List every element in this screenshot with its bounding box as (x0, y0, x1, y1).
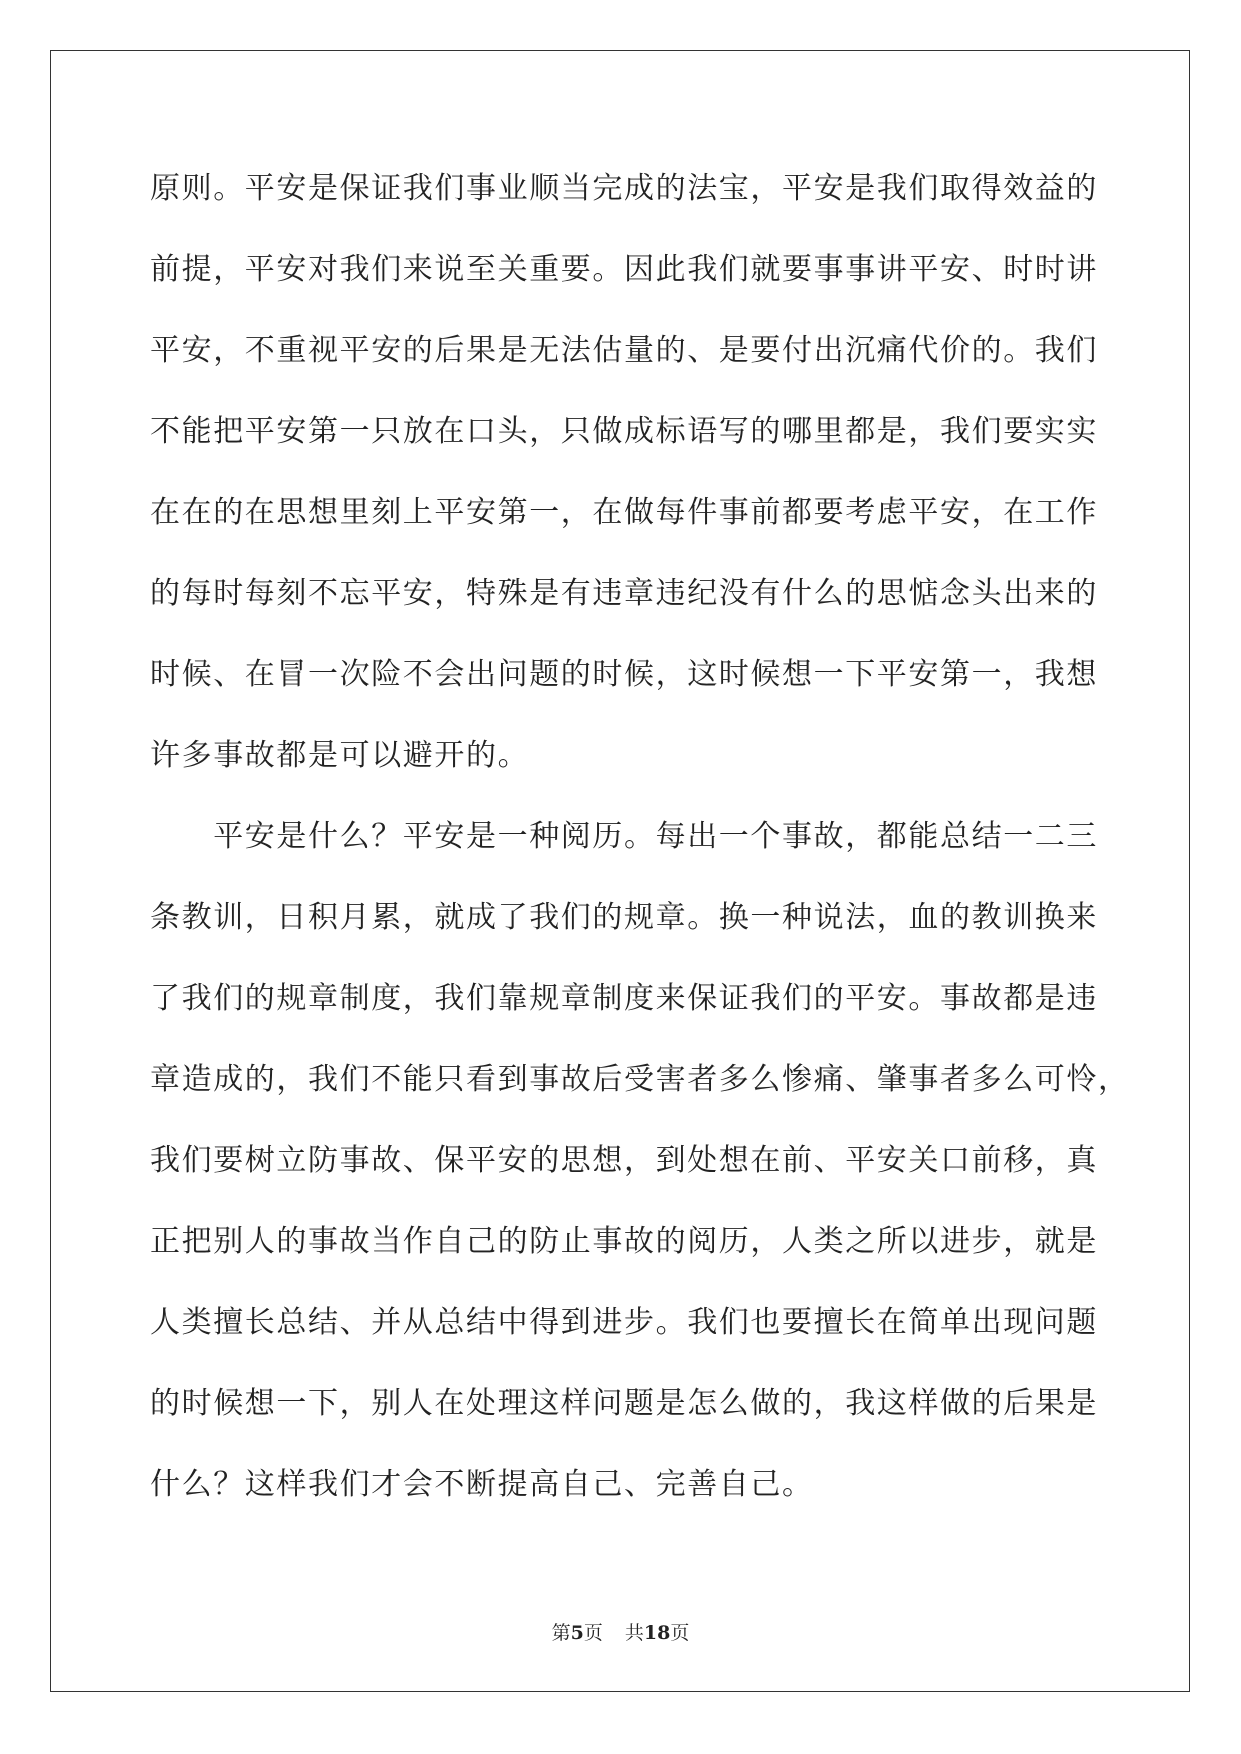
text-line: 平安是什么？平安是一种阅历。每出一个事故，都能总结一二三 (150, 819, 1098, 854)
footer-prefix: 第 (551, 1622, 571, 1644)
page-footer (0, 1618, 1241, 1645)
text-line: 什么？这样我们才会不断提高自己、完善自己。 (150, 1467, 814, 1502)
total-page-count: 18 (643, 1622, 671, 1644)
text-line: 人类擅长总结、并从总结中得到进步。我们也要擅长在简单出现问题 (150, 1305, 1098, 1340)
text-line: 前提，平安对我们来说至关重要。因此我们就要事事讲平安、时时讲 (150, 252, 1098, 287)
footer-page-suffix: 页 (583, 1622, 603, 1644)
paragraph-1 (150, 148, 1100, 796)
document-body (150, 148, 1130, 1525)
text-line: 章造成的，我们不能只看到事故后受害者多么惨痛、肇事者多么可怜， (150, 1062, 1130, 1097)
text-line: 正把别人的事故当作自己的防止事故的阅历，人类之所以进步，就是 (150, 1224, 1098, 1259)
footer-total-suffix: 页 (670, 1622, 690, 1644)
text-line: 平安，不重视平安的后果是无法估量的、是要付出沉痛代价的。我们 (150, 333, 1098, 368)
text-line: 原则。平安是保证我们事业顺当完成的法宝，平安是我们取得效益的 (150, 171, 1098, 206)
text-line: 条教训，日积月累，就成了我们的规章。换一种说法，血的教训换来 (150, 900, 1098, 935)
current-page-number: 5 (570, 1622, 584, 1644)
paragraph-2 (150, 796, 1130, 1525)
text-line: 在在的在思想里刻上平安第一，在做每件事前都要考虑平安，在工作 (150, 495, 1098, 530)
text-line: 我们要树立防事故、保平安的思想，到处想在前、平安关口前移，真 (150, 1143, 1098, 1178)
text-line: 了我们的规章制度，我们靠规章制度来保证我们的平安。事故都是违 (150, 981, 1098, 1016)
text-line: 的时候想一下，别人在处理这样问题是怎么做的，我这样做的后果是 (150, 1386, 1098, 1421)
text-line: 时候、在冒一次险不会出问题的时候，这时候想一下平安第一，我想 (150, 657, 1098, 692)
text-line: 不能把平安第一只放在口头，只做成标语写的哪里都是，我们要实实 (150, 414, 1098, 449)
footer-total-prefix: 共 (624, 1622, 644, 1644)
text-line: 许多事故都是可以避开的。 (150, 738, 530, 773)
text-line: 的每时每刻不忘平安，特殊是有违章违纪没有什么的思惦念头出来的 (150, 576, 1098, 611)
